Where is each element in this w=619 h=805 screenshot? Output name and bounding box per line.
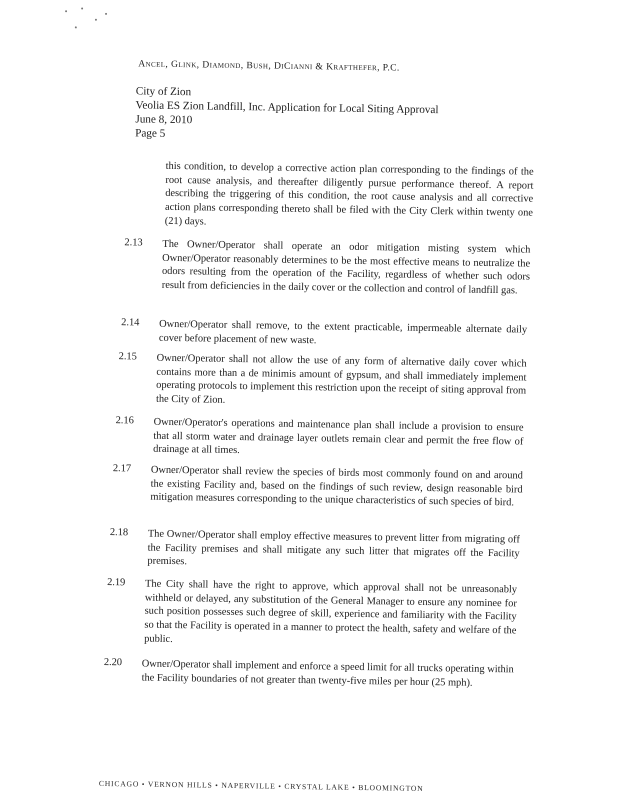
condition-text: Owner/Operator shall remove, to the extent practicable, impermeable alternate daily cover before placement of new waste. [158,318,528,346]
condition-text: The Owner/Operator shall operate an odor mitigation misting system which Owner/Operator reasonably determines to be the most effective means to neutralize the odors resulting from the operation of the Facility, regardless of whether such odors result from deficiencies in the daily cover or the collection and control of landfill gas. [161,238,531,297]
condition-number: 2.17 [112,463,132,475]
subject-line: Veolia ES Zion Landfill, Inc. Application for Local Siting Approval [135,99,439,117]
condition-text: Owner/Operator shall review the species of birds most commonly found on and around the existing Facility and, based on the findings of such review, design reasonable bird mitigation measures corresponding to the unique characteristics of such species of bird. [150,464,523,509]
condition-text: The City shall have the right to approve, which approval shall not be unreasonably withheld or delayed, any substitution of the General Manager to ensure any nominee for such position possesses such degree of skill, experience and familiarity with the Facility so that the Facility is operated in a manner to protect the health, safety and welfare of the public. [144,578,518,645]
speck [105,13,107,15]
condition-number: 2.16 [115,415,134,427]
speck [75,26,77,28]
condition-number: 2.14 [121,317,140,329]
condition-number: 2.13 [124,237,143,249]
office-locations-footer: CHICAGO • VERNON HILLS • NAPERVILLE • CRYSTAL LAKE • BLOOMINGTON [98,778,424,793]
speck [95,19,97,21]
page-number: Page 5 [135,127,166,140]
condition-number: 2.19 [107,576,126,589]
firm-letterhead: Ancel, Glink, Diamond, Bush, DiCianni & Krafthefer, P.C. [138,58,400,74]
condition-number: 2.20 [103,656,123,669]
continuation-paragraph: this condition, to develop a corrective action plan corresponding to the findings of the root cause analysis, and thereafter diligently pursue performance thereof. A report describing the triggering of this condition, the root cause analysis and all corrective action plans corresponding thereto shall be filed with the City Clerk within twenty one (21) days. [164,160,534,228]
date-line: June 8, 2010 [135,113,193,127]
condition-number: 2.15 [118,351,137,363]
speck [81,8,83,10]
condition-text: The Owner/Operator shall employ effective measures to prevent litter from migrating off the Facility premises and shall mitigate any such litter that migrates off the Facility premises. [147,528,520,568]
scan-specks [61,4,121,35]
speck [65,10,67,12]
condition-text: Owner/Operator's operations and maintenance plan shall include a provision to ensure that all storm water and drainage layer outlets remain clear and permit the free flow of drainage at all times. [153,416,524,457]
condition-text: Owner/Operator shall not allow the use of any form of alternative daily cover which contains more than a de minimis amount of gypsum, and shall immediately implement operating protocols to implement this restriction upon the receipt of siting approval from the City of Zion. [155,352,527,406]
condition-number: 2.18 [109,527,129,539]
recipient-line: City of Zion [135,85,192,99]
condition-text: Owner/Operator shall implement and enforce a speed limit for all trucks operating within the Facility boundaries of not greater than twenty-five miles per hour (25 mph). [141,658,514,689]
